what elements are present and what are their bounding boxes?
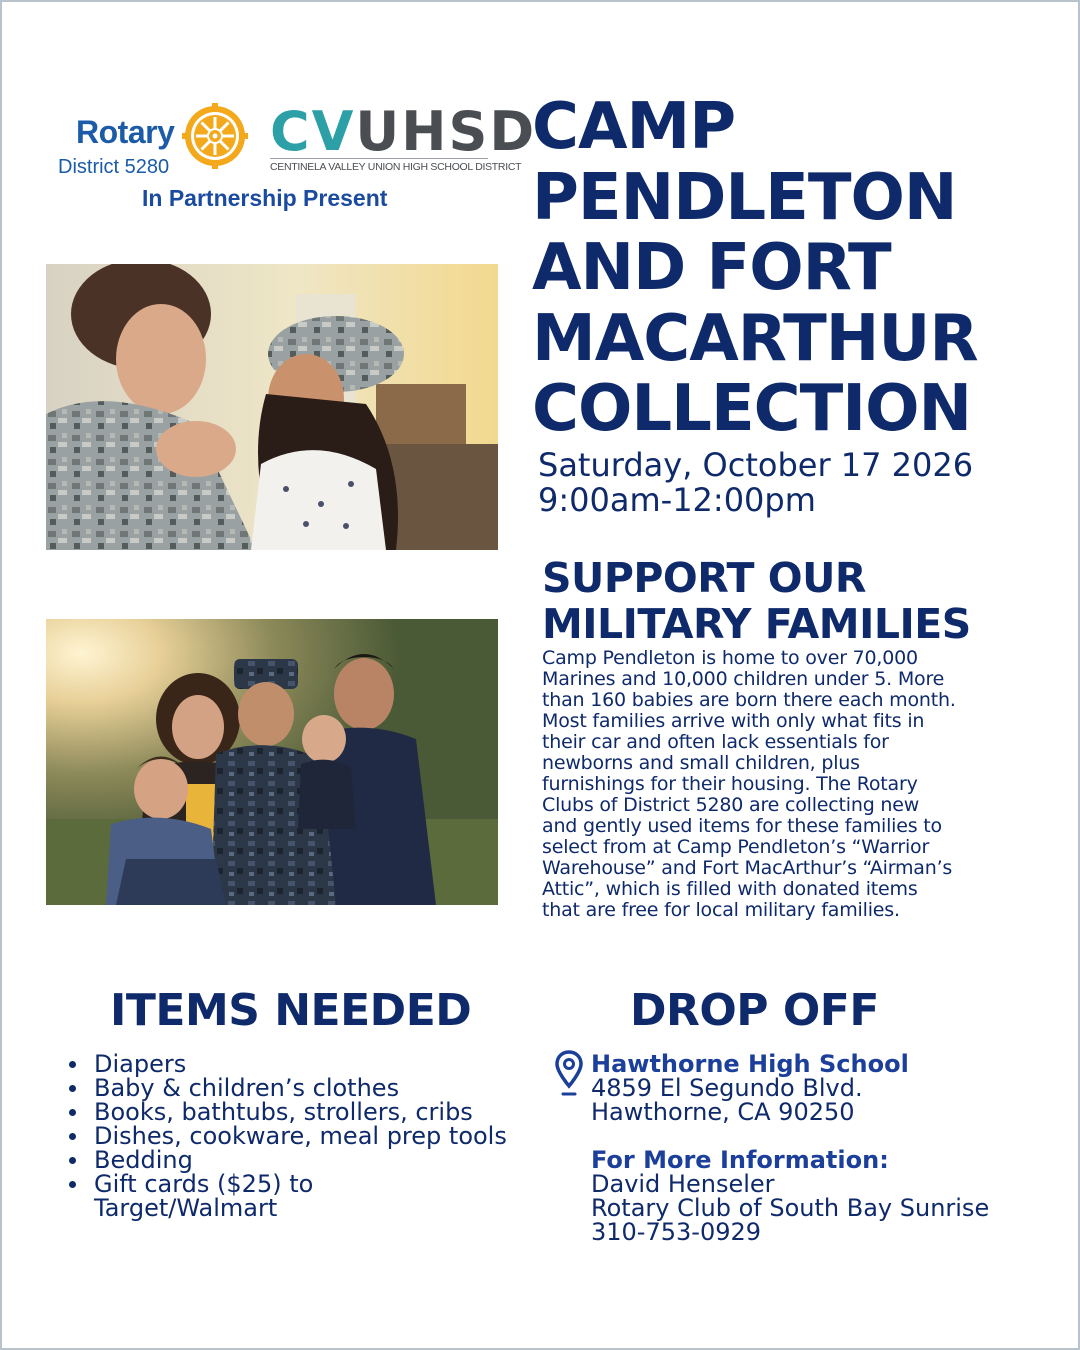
cvuhsd-uhsd: UHSD bbox=[355, 100, 537, 163]
support-description bbox=[542, 648, 1042, 921]
description-line: Most families arrive with only what fits in bbox=[542, 710, 925, 732]
description-line: and gently used items for these families to bbox=[542, 815, 942, 837]
support-heading-line: MILITARY FAMILIES bbox=[542, 600, 971, 648]
title-line: AND FORT bbox=[532, 231, 891, 305]
title-line: COLLECTION bbox=[532, 372, 972, 446]
description-line: Warehouse” and Fort MacArthur’s “Airman’s bbox=[542, 857, 953, 879]
list-item-continuation: Target/Walmart bbox=[94, 1194, 278, 1222]
cvuhsd-logo-text bbox=[270, 100, 536, 163]
info-heading: For More Information: bbox=[591, 1146, 889, 1174]
description-line: select from at Camp Pendleton’s “Warrior bbox=[542, 836, 930, 858]
description-line: their car and often lack essentials for bbox=[542, 731, 889, 753]
list-item: Dishes, cookware, meal prep tools bbox=[64, 1124, 507, 1148]
description-line: that are free for local military families. bbox=[542, 899, 900, 921]
partnership-tagline: In Partnership Present bbox=[142, 185, 388, 211]
address-line2: Hawthorne, CA 90250 bbox=[591, 1098, 855, 1126]
list-item: Baby & children’s clothes bbox=[64, 1076, 507, 1100]
list-item: Bedding bbox=[64, 1148, 507, 1172]
event-title bbox=[532, 92, 1072, 445]
list-item: Gift cards ($25) to bbox=[64, 1172, 507, 1196]
rotary-district: District 5280 bbox=[58, 156, 170, 178]
contact-phone: 310-753-0929 bbox=[591, 1218, 762, 1246]
rotary-logo-text: Rotary bbox=[76, 114, 175, 150]
photo-military-family bbox=[46, 619, 498, 905]
event-datetime bbox=[538, 448, 973, 518]
event-date: Saturday, October 17 2026 bbox=[538, 446, 974, 484]
photo-mother-daughter bbox=[46, 264, 498, 550]
title-line: MACARTHUR bbox=[532, 301, 978, 376]
items-needed-list bbox=[64, 1052, 507, 1196]
contact-info bbox=[591, 1148, 989, 1244]
description-line: Clubs of District 5280 are collecting new bbox=[542, 794, 920, 816]
description-line: than 160 babies are born there each month. bbox=[542, 689, 956, 711]
cvuhsd-cv: CV bbox=[270, 100, 356, 163]
description-line: Camp Pendleton is home to over 70,000 bbox=[542, 647, 918, 669]
rotary-wheel-icon bbox=[182, 103, 248, 169]
description-line: furnishings for their housing. The Rotary bbox=[542, 773, 918, 795]
location-name: Hawthorne High School bbox=[591, 1050, 909, 1078]
contact-name: David Henseler bbox=[591, 1170, 775, 1198]
title-line: CAMP bbox=[532, 90, 736, 164]
items-needed-heading: ITEMS NEEDED bbox=[110, 985, 472, 1036]
description-line: Attic”, which is filled with donated items bbox=[542, 878, 918, 900]
list-item: Books, bathtubs, strollers, cribs bbox=[64, 1100, 507, 1124]
drop-off-heading: DROP OFF bbox=[630, 985, 879, 1036]
description-line: newborns and small children, plus bbox=[542, 752, 860, 774]
event-time: 9:00am-12:00pm bbox=[538, 481, 816, 519]
description-line: Marines and 10,000 children under 5. More bbox=[542, 668, 945, 690]
contact-org: Rotary Club of South Bay Sunrise bbox=[591, 1194, 990, 1222]
map-pin-icon bbox=[555, 1050, 583, 1096]
support-heading-line: SUPPORT OUR bbox=[542, 554, 866, 602]
title-line: PENDLETON bbox=[532, 160, 957, 235]
cvuhsd-full-name: CENTINELA VALLEY UNION HIGH SCHOOL DISTRICT bbox=[270, 158, 488, 173]
address-line1: 4859 El Segundo Blvd. bbox=[591, 1074, 863, 1102]
support-heading bbox=[542, 555, 971, 647]
list-item: Diapers bbox=[64, 1052, 507, 1076]
drop-off-location bbox=[591, 1052, 909, 1124]
